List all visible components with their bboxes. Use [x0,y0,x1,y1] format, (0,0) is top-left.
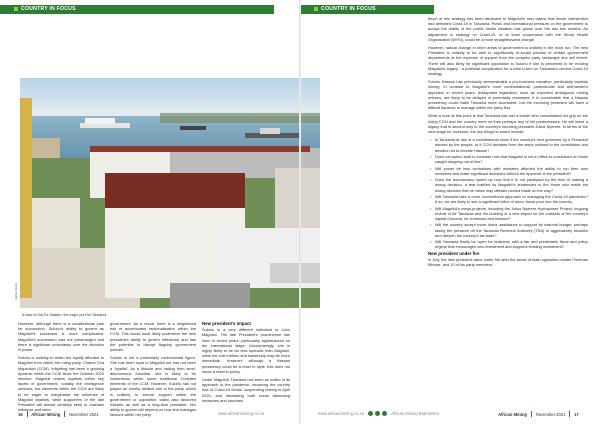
divider [569,411,570,417]
section-heading: New president under fire [428,250,480,256]
paragraph: Under Magufuli, Tanzania has been an outlier in its approach to the pandemic, declaring the country free of Covid-19 denial, suspending testing in April 2020, and dismissing both social distancing measures and vaccines. [202,377,290,403]
list-item: • Will Tanzania take a more conventional approach to managing the Covid-19 pandemic? If so, we are likely to see a significant influx of donor funds pour into the country. [435,194,588,204]
list-item: • Does the bureaucracy speed up now that it is not paralysed by the fear of making a wrong decision, a fear instilled by Magufuli's tendencies to fire those who made the wrong decision that he views may officials named made on the way? [435,177,588,193]
divider [531,411,532,417]
paragraph: Suluhu Hassan has previously demonstrated a pro-business narrative, particularly towards mining. In contrast to Magufuli's more confrontational, protectionist and anti-western approach in recent years. Anticipated legislation, such as expected ambiguous mining reforms, are likely to be delayed or potentially revamped. It is conceivable that a Hassan presidency could make Tanzania more accessible, but the incoming president will have a difficult dynamic to manage within her party first. [428,79,588,111]
header-square-icon [314,7,318,11]
section-title: COUNTRY IN FOCUS [321,6,376,12]
paragraph: However, radical change in other areas of government is unlikely in the short run. The new President is unlikely to be able to significantly re-sculpt policies of certain government departments at the expense of support from the complex party landscape she will inherit. There will also likely be significant opposition to Suluhu if she is perceived to be eroding Magufuli's legacy - a potential complication for a total U-turn on Tanzania's current Covid-19 strategy. [428,45,588,77]
section-heading: New president's impact [202,321,251,326]
harbour-photo [20,78,320,308]
divider [27,411,28,417]
left-column-2 [110,321,196,421]
divider [64,411,65,417]
left-column-3 [202,321,290,406]
facebook-icon[interactable] [368,411,373,416]
right-footer-issue [498,411,579,417]
section-header-left [0,5,274,14]
paragraph: Suluhu is unlikely to retain the loyalty afforded to Magufuli from within the ruling party, Chama Cha Mapinduzi (CCM). Infighting has been a growing dynamic within the CCM since the October 2020 election. Magufuli retains loyalists within key facets of government, notably the intelligence services, but elements within the CCM are likely to be eager to marginalise the influence of Magufuli loyalists, while supporters of the late President will almost certainly seek to maintain influence and steer [18,355,104,413]
list-item: • Will Magufuli's mega-projects, including the Julius Nyerere Hydropower Project, ongoing revival of Air Tanzania and the building of a new airport on the outskirts of the country's capital Dodoma, be continued and finished? [435,206,588,222]
paragraph: In July, the new president came under fire after the arrest of main opposition leader Freeman Mbowe, and 10 of his party members. [428,257,588,268]
website-link[interactable]: www.africanmining.co.za [218,411,265,416]
twitter-icon[interactable] [375,411,380,416]
right-column [428,16,588,270]
list-item: • Does corruption start to increase now that Magufuli is not in office to crackdown on those caught stepping out of line? [435,154,588,164]
section-title: COUNTRY IN FOCUS [21,6,76,12]
issue-date: November 2021 [535,411,566,417]
page-number: 17 [574,411,579,417]
paragraph: Much of this strategy has been attributed to Magufuli's own claims that divine intervention had defeated Covid-19 in Tanzania. Public and international pressure on the government to accept the reality of the public health situation has grown over the last few months. An adjustment in strategy on Covid-19, or at least cooperation with the World Health Organisation (WHO), could be a more straightforward change. [428,16,588,42]
section-header-right [300,5,434,14]
left-footer [18,411,99,417]
paragraph: However, although there is a constitutional plan for succession, Suluhu's ability to govern as Magufuli's successor is more complicated. Magufuli's succession was not prearranged and there is significant uncertainty over the direction in power. [18,321,104,353]
magazine-name: African Mining [498,411,528,417]
social-handle: African Mining Brainstorm [391,411,440,416]
page-gutter [299,0,301,424]
page-number: 16 [18,411,23,417]
left-footer-url [218,411,264,416]
list-item: • Will the country accept more donor assistance to support its national budget, perhaps taking the pressure off the Tanzania Revenue Authority (TRA) to aggressively broaden and deepen the country's tax base? [435,222,588,238]
left-column-1 [18,321,104,415]
magazine-name: African Mining [31,411,61,417]
right-footer [318,411,439,416]
social-icons [368,411,387,416]
list-item: • Will Tanzania finally be 'open for business' with a fair and predictable fiscal and policy regime that encourages new investment and supports existing investment? [435,239,588,249]
key-issues-list [428,137,588,249]
linkedin-icon[interactable] [382,411,387,416]
list-item: • Will power be less centralised with ministers afforded the ability to run their own ministries and make significant decisions without the approval of the president? [435,166,588,176]
photo-caption: A view of Dar Es Salaam, the major port for Tanzania [22,313,107,317]
header-square-icon [14,7,18,11]
paragraph: Suluhu is a very different individual to John Magufuli. The late President's prominence has risen in recent years, particularly appearances on the international stage. Unsurprisingly, she is highly likely to be far less sporadic than Magufuli, while her soft rhetoric and leadership may be more immediate. However, although a Hassan presidency could be a reset in style, this does not mean a reset in policy. [202,327,290,374]
list-item: • Is Tanzania at risk of a constitutional crisis if the country's next governed by a President elected by the people, or if CCM deviates from the steps outlined in the constitution and decides not to elevate Hassan? [435,137,588,153]
paragraph: government. As a result, there is a heightened risk of accentuated factionalisation within the CCM. This would most likely undermine the new president's ability to govern effectively and has the potential to disrupt flagship government policies. [110,321,196,353]
paragraph: What is sure at this point is that Tanzania has lost a leader who consolidated his grip on the ruling CCM and the country more so than perhaps any of his predecessors. He will leave a legacy that is second only to the country's founding president Julius Nyerere. In terms of the next stage for investors, the key things to watch include: [428,113,588,135]
website-link[interactable]: www.africanmining.co.za [318,411,365,416]
paragraph: Suluhu is not a particularly controversial figure. She has been loyal to Magufuli but has not been a 'loyalist'. As a Muslim and hailing from semi-autonomous Zanzibar, she is likely to be contentious within some traditional Christian elements of the CCM. However, Suluhu has not played an overtly divisive role in the party, which is unlikely to secure support within the government or opposition, Idaho also favoured Kikwete as well as a long-time president. Her ability to govern will depend on how she manages factions within her party. [110,355,196,418]
photo-credit: Adobe Stock [14,282,18,300]
issue-date: November 2021 [68,411,99,417]
